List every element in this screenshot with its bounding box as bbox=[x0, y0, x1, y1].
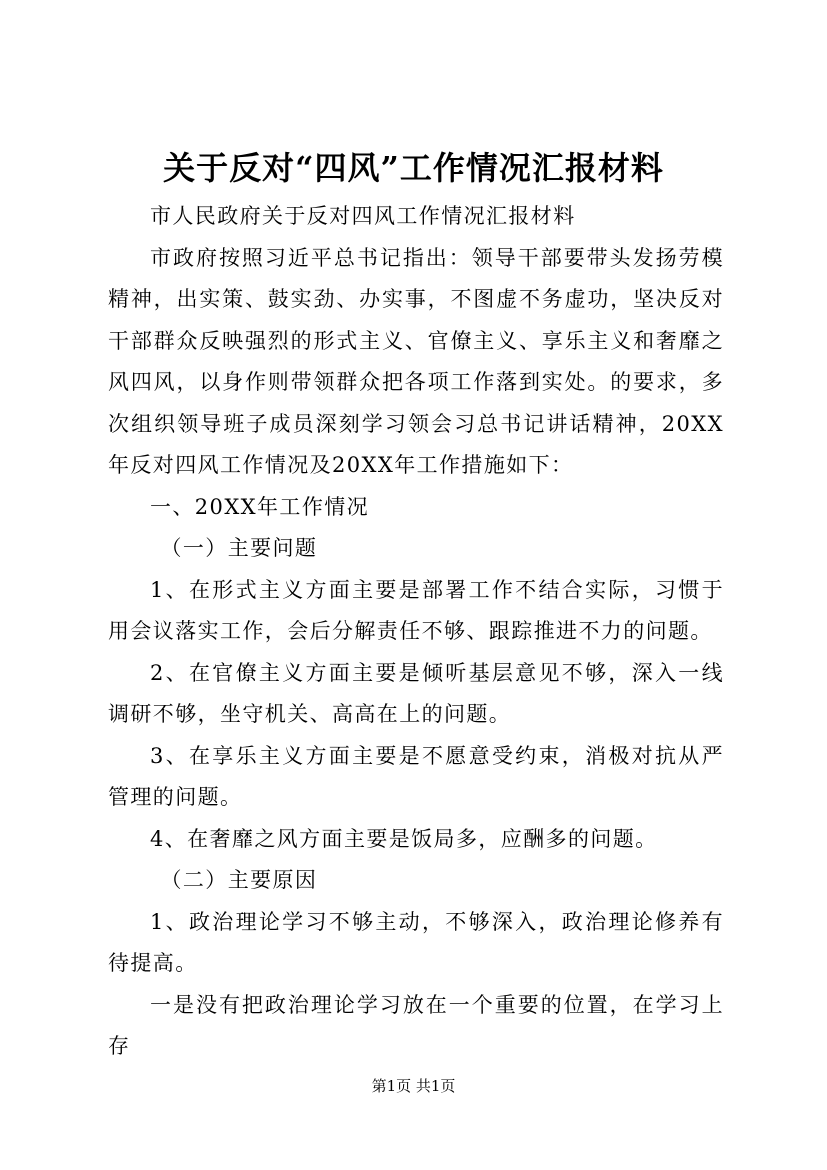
subsection-heading-main-causes: （二）主要原因 bbox=[160, 868, 318, 892]
page-footer: 第1页 共1页 bbox=[371, 1077, 456, 1095]
document-body bbox=[108, 196, 724, 1068]
paragraph-heading-subtitle: 市人民政府关于反对四风工作情况汇报材料 bbox=[150, 204, 576, 228]
paragraph-intro: 市政府按照习近平总书记指出：领导干部要带头发扬劳模精神，出实策、鼓实劲、办实事，不图虚不务虚功，坚决反对干部群众反映强烈的形式主义、官僚主义、享乐主义和奢靡之风四风，以身作则带领群众把各项工作落到实处。的要求，多次组织领导班子成员深刻学习领会习总书记讲话精神，20XX年反对四风工作情况及20XX年工作措施如下： bbox=[108, 245, 724, 477]
paragraph-political-study: 1、政治理论学习不够主动，不够深入，政治理论修养有待提高。 bbox=[108, 909, 724, 975]
paragraph-extravagance: 4、在奢靡之风方面主要是饭局多，应酬多的问题。 bbox=[150, 826, 658, 851]
paragraph-formalism: 1、在形式主义方面主要是部署工作不结合实际，习惯于用会议落实工作，会后分解责任不够、跟踪推进不力的问题。 bbox=[108, 577, 724, 643]
section-heading-work-situation: 一、20XX年工作情况 bbox=[150, 494, 370, 519]
paragraph-study-position: 一是没有把政治理论学习放在一个重要的位置，在学习上存 bbox=[108, 992, 724, 1058]
subsection-heading-main-problems: （一）主要问题 bbox=[160, 536, 318, 560]
paragraph-hedonism: 3、在享乐主义方面主要是不愿意受约束，消极对抗从严管理的问题。 bbox=[108, 743, 724, 809]
document-title: 关于反对“四风”工作情况汇报材料 bbox=[163, 149, 664, 187]
paragraph-bureaucratism: 2、在官僚主义方面主要是倾听基层意见不够，深入一线调研不够，坐守机关、高高在上的问题。 bbox=[108, 660, 724, 726]
